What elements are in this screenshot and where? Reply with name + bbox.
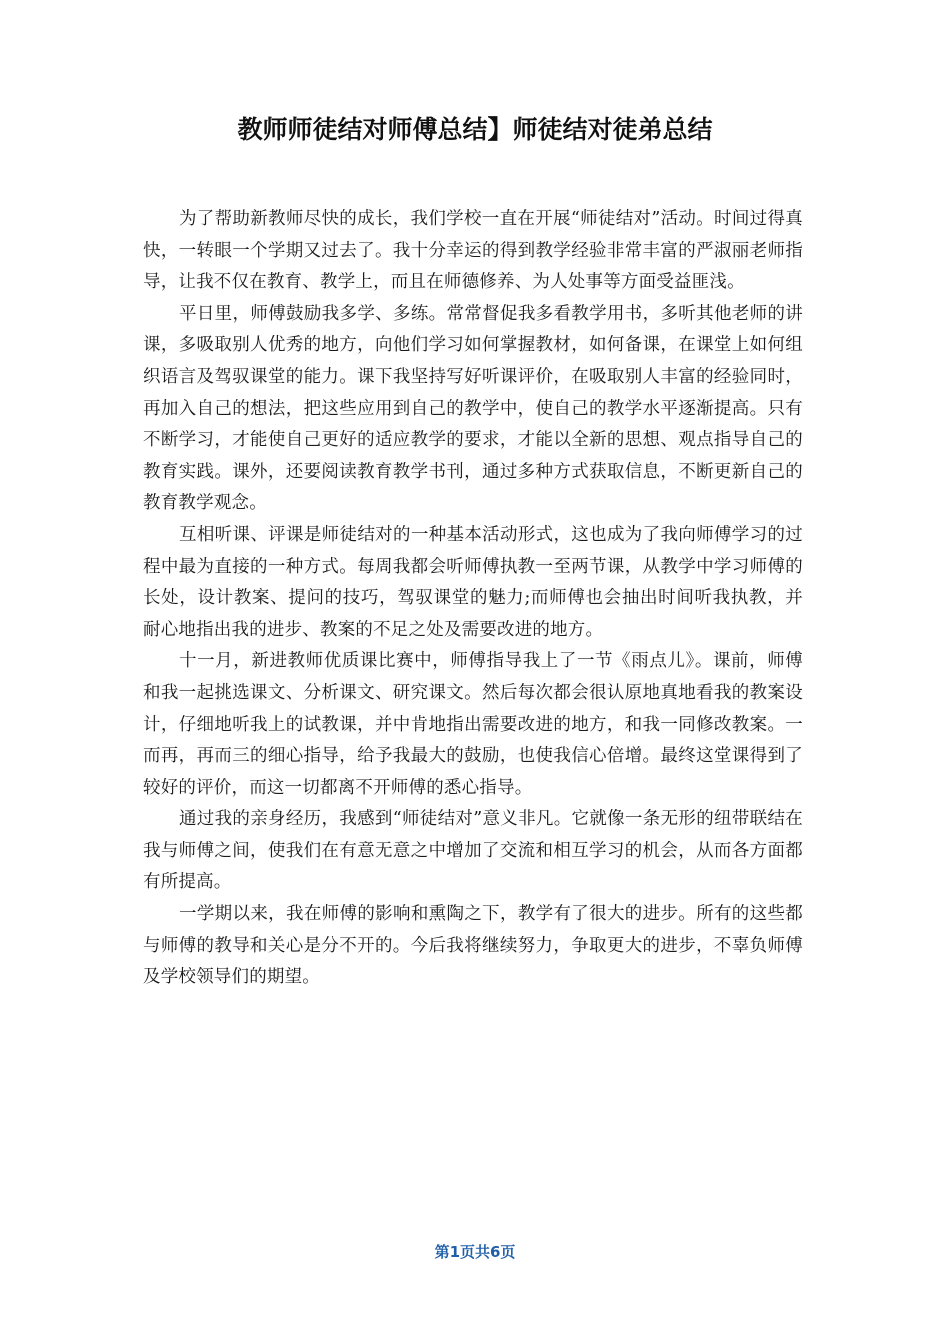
paragraph-6: 一学期以来，我在师傅的影响和熏陶之下，教学有了很大的进步。所有的这些都与师傅的教导和关心是分不开的。今后我将继续努力，争取更大的进步，不辜负师傅及学校领导们的期望。 [143,904,803,988]
page-footer: 第1页共6页 [434,1243,516,1261]
paragraph-5: 通过我的亲身经历，我感到“师徒结对”意义非凡。它就像一条无形的纽带联结在我与师傅之间，使我们在有意无意之中增加了交流和相互学习的机会，从而各方面都有所提高。 [143,809,803,893]
document-title: 教师师徒结对师傅总结】师徒结对徒弟总结 [237,115,713,144]
paragraph-3: 互相听课、评课是师徒结对的一种基本活动形式，这也成为了我向师傅学习的过程中最为直接的一种方式。每周我都会听师傅执教一至两节课，从教学中学习师傅的长处，设计教案、提问的技巧，驾驭课堂的魅力;而师傅也会抽出时间听我执教，并耐心地指出我的进步、教案的不足之处及需要改进的地方。 [143,524,803,640]
paragraph-4: 十一月，新进教师优质课比赛中，师傅指导我上了一节《雨点儿》。课前，师傅和我一起挑选课文、分析课文、研究课文。然后每次都会很认原地真地看我的教案设计，仔细地听我上的试教课，并中肯地指出需要改进的地方，和我一同修改教案。一而再，再而三的细心指导，给予我最大的鼓励，也使我信心倍增。最终这堂课得到了较好的评价，而这一切都离不开师傅的悉心指导。 [143,651,803,798]
paragraph-2: 平日里，师傅鼓励我多学、多练。常常督促我多看教学用书，多听其他老师的讲课，多吸取别人优秀的地方，向他们学习如何掌握教材，如何备课，在课堂上如何组织语言及驾驭课堂的能力。课下我坚持写好听课评价，在吸取别人丰富的经验同时，再加入自己的想法，把这些应用到自己的教学中，使自己的教学水平逐渐提高。只有不断学习，才能使自己更好的适应教学的要求，才能以全新的思想、观点指导自己的教育实践。课外，还要阅读教育教学书刊，通过多种方式获取信息，不断更新自己的教育教学观念。 [143,303,803,514]
paragraph-1: 为了帮助新教师尽快的成长，我们学校一直在开展“师徒结对”活动。时间过得真快，一转眼一个学期又过去了。我十分幸运的得到教学经验非常丰富的严淑丽老师指导，让我不仅在教育、教学上，而且在师德修养、为人处事等方面受益匪浅。 [143,209,803,293]
document-body [143,204,803,994]
